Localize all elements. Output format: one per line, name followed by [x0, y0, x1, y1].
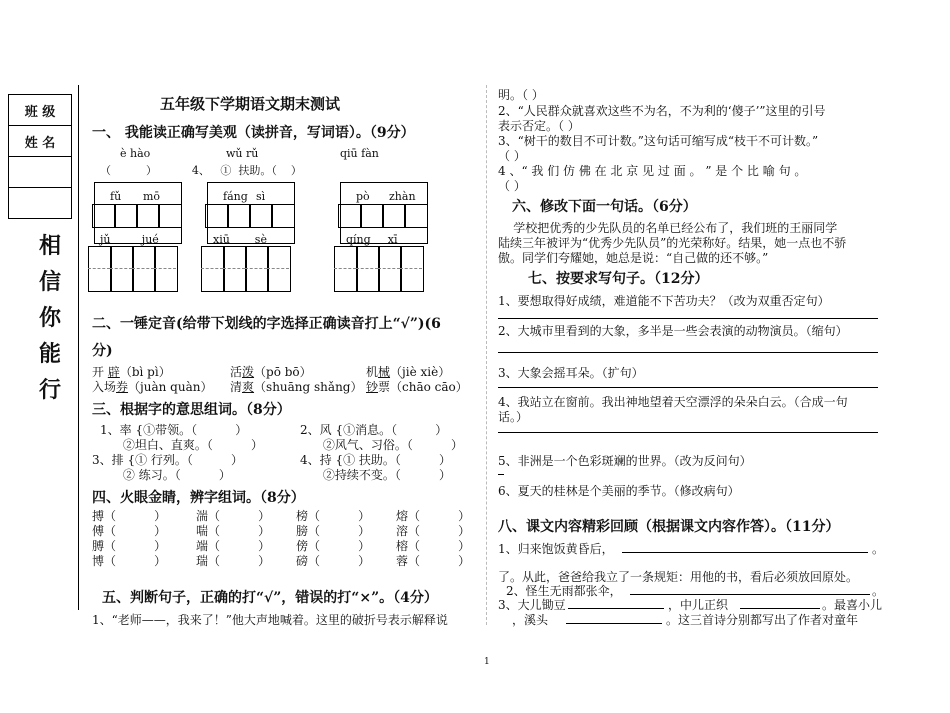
s4-item: 磅（ ）	[296, 554, 371, 568]
s4-item: 傅（ ）	[92, 524, 167, 538]
s3-line-right: 2、风 {①消息。（ ）	[300, 423, 448, 437]
writing-cell[interactable]	[223, 246, 247, 292]
s4-item: 榜（ ）	[296, 509, 371, 523]
page-number: 1	[484, 657, 490, 667]
grid-pinyin-bottom: jǔ	[100, 233, 111, 246]
s7-item: 话。）	[498, 410, 529, 424]
s7-item: 1、要想取得好成绩，难道能不下苦功夫？（改为双重否定句）	[498, 294, 830, 308]
s3-line-right: 4、持 {① 扶助。（ ）	[300, 453, 452, 467]
s8-q1-end: 。	[872, 542, 885, 556]
answer-line[interactable]	[498, 387, 878, 388]
answer-line[interactable]	[622, 552, 868, 553]
pinyin-3: qiū fàn	[340, 147, 379, 160]
r-cont1: 明。（ ）	[498, 88, 544, 102]
s5-q1: 1、“老师——，我来了！”他大声地喊着。这里的破折号表示解释说	[92, 613, 448, 627]
s4-item: 湍（ ）	[196, 509, 271, 523]
section-8-heading: 八、课文内容精彩回顾（根据课文内容作答）。（11分）	[498, 519, 840, 535]
section-1-heading: 一、 我能读正确写美观（读拼音，写词语）。（9分）	[92, 125, 415, 141]
s7-item: 4、我站立在窗前。我出神地望着天空漂浮的朵朵白云。（合成一句	[498, 395, 848, 409]
r-q3b: （ ）	[498, 149, 526, 163]
writing-cell[interactable]	[356, 246, 380, 292]
grid-pinyin-bottom: sè	[254, 233, 267, 246]
motto-char: 相	[38, 233, 61, 259]
r-q4b: （ ）	[498, 179, 526, 193]
s2-text: 机	[366, 365, 379, 379]
writing-cell[interactable]	[271, 204, 295, 228]
writing-cell[interactable]	[245, 246, 269, 292]
guide-line	[223, 268, 245, 269]
motto-char: 行	[38, 377, 61, 403]
s6-text: 陆续三年被评为“优秀少先队员”的光荣称好。结果，她一点也不骄	[498, 236, 847, 250]
grid-pinyin-top: sì	[256, 190, 266, 203]
s8-q2: 2、怪生无雨都张伞，	[506, 584, 622, 598]
writing-cell[interactable]	[110, 246, 134, 292]
writing-cell[interactable]	[378, 246, 402, 292]
writing-cell[interactable]	[114, 204, 138, 228]
s4-item: 搏（ ）	[92, 509, 167, 523]
writing-cell[interactable]	[338, 204, 362, 228]
grid-pinyin-bottom: xī	[387, 233, 398, 246]
s4-item: 膀（ ）	[296, 524, 371, 538]
guide-line	[201, 268, 223, 269]
writing-cell[interactable]	[205, 204, 229, 228]
section-2-heading-cont: 分)	[92, 343, 113, 359]
s6-text: 学校把优秀的少先队员的名单已经公布了，我们班的王丽同学	[498, 221, 838, 235]
section-6-heading: 六、修改下面一句话。（6分）	[512, 199, 697, 215]
s8-q3a: 3、大儿锄豆	[498, 598, 566, 612]
s4-item: 端（ ）	[196, 539, 271, 553]
motto	[38, 228, 62, 408]
s3-line: ② 练习。（ ）	[100, 468, 231, 482]
section-7-heading: 七、按要求写句子。（12分）	[528, 271, 709, 287]
s2-underlined-char: 辟	[107, 365, 120, 379]
s3-line-right: ②持续不变。（ ）	[300, 468, 452, 482]
guide-line	[267, 268, 289, 269]
writing-cell[interactable]	[154, 246, 178, 292]
section-5-heading: 五、判断句子，正确的打“√”，错误的打“×”。（4分）	[102, 590, 438, 606]
motto-char: 你	[38, 305, 61, 331]
guide-line	[356, 268, 378, 269]
answer-line[interactable]	[498, 352, 878, 353]
section-2-heading: 二、一锤定音(给带下划线的字选择正确读音打上“√”)(6	[92, 316, 441, 332]
s8-q1b: 了。从此，爸爸给我立了一条规矩：用他的书，看后必须放回原处。	[498, 570, 859, 584]
left-margin-line	[78, 85, 79, 610]
s4-item: 膊（ ）	[92, 539, 167, 553]
grid-pinyin-top: mō	[143, 190, 161, 203]
grid-pinyin-top: zhàn	[389, 190, 416, 203]
s2-text: 开	[92, 365, 108, 379]
s4-item: 榕（ ）	[396, 539, 471, 553]
writing-cell[interactable]	[382, 204, 406, 228]
answer-line[interactable]	[498, 432, 878, 433]
s3-line: ②坦白、直爽。（ ）	[100, 438, 264, 452]
guide-line	[400, 268, 422, 269]
grid-pinyin-bottom: jué	[141, 233, 159, 246]
info-blank-1	[9, 157, 71, 188]
s8-q3e: 。这三首诗分别都写出了作者对童年	[666, 613, 859, 627]
motto-char: 信	[38, 269, 61, 295]
r-q4a: 4 、“ 我 们 仿 佛 在 北 京 见 过 面 。 ” 是 个 比 喻 句 。	[498, 164, 807, 178]
grid-pinyin-top: fáng	[223, 190, 248, 203]
guide-line	[110, 268, 132, 269]
s2-item-6	[366, 378, 468, 395]
s4-item: 瑞（ ）	[196, 554, 271, 568]
section-4-heading: 四、火眼金睛，辨字组词。（8分）	[92, 490, 305, 506]
r-q2b: 表示否定。（ ）	[498, 119, 580, 133]
guide-line	[132, 268, 154, 269]
s7-item: 6、夏天的桂林是个美丽的季节。（修改病句）	[498, 484, 740, 498]
s2-underlined-char: 泼	[242, 365, 255, 379]
answer-line[interactable]	[566, 623, 662, 624]
grid-pinyin-top: pò	[356, 190, 370, 203]
guide-line	[378, 268, 400, 269]
answer-line[interactable]	[630, 594, 870, 595]
s4-item: 熔（ ）	[396, 509, 471, 523]
section-3-heading: 三、根据字的意思组词。（8分）	[92, 402, 291, 418]
writing-cell[interactable]	[249, 204, 273, 228]
answer-line[interactable]	[568, 608, 664, 609]
column-divider	[486, 85, 487, 625]
s8-q3c: 。最喜小儿	[822, 598, 883, 612]
s4-item: 溶（ ）	[396, 524, 471, 538]
s2-text: 清	[230, 380, 243, 394]
writing-cell[interactable]	[136, 204, 160, 228]
info-blank-2	[9, 188, 71, 218]
s1-row2: （ ） 4、 ① 扶助。（ ）	[100, 164, 302, 177]
answer-line[interactable]	[498, 318, 878, 319]
writing-cell[interactable]	[400, 246, 424, 292]
guide-line	[154, 268, 176, 269]
guide-line	[88, 268, 110, 269]
writing-cell[interactable]	[132, 246, 156, 292]
s6-text: 傲。同学们夸耀她，她总是说：“自己做的还不够。”	[498, 251, 769, 265]
grid-pinyin-top: fǔ	[110, 190, 122, 203]
writing-cell[interactable]	[334, 246, 358, 292]
s2-text: 入场	[92, 380, 117, 394]
r-q3a: 3、“树干的数目不可计数。”这句话可缩写成“枝干不可计数。”	[498, 134, 819, 148]
s2-underlined-char: 钞	[366, 380, 379, 394]
s8-q1: 1、归来饱饭黄昏后，	[498, 542, 614, 556]
s4-item: 博（ ）	[92, 554, 167, 568]
student-info-box	[8, 94, 72, 219]
s2-options: （bì pì）	[119, 365, 171, 379]
s4-item: 蓉（ ）	[396, 554, 471, 568]
answer-line[interactable]	[498, 474, 504, 475]
s8-q3d: ，溪头	[512, 613, 549, 627]
s7-item: 2、大城市里看到的大象，多半是一些会表演的动物演员。（缩句）	[498, 324, 848, 338]
s2-text: 活	[230, 365, 243, 379]
writing-cell[interactable]	[158, 204, 182, 228]
writing-cell[interactable]	[88, 246, 112, 292]
s3-line-right: ②风气、习俗。（ ）	[300, 438, 464, 452]
writing-cell[interactable]	[201, 246, 225, 292]
pinyin-1: è hào	[120, 147, 151, 160]
s8-q3b: ，中儿正织	[668, 598, 729, 612]
s3-line: 3、排 {① 行列。（ ）	[92, 453, 244, 467]
s4-item: 傍（ ）	[296, 539, 371, 553]
s8-q2-end: 。	[872, 584, 885, 598]
page-title: 五年级下学期语文期末测试	[160, 95, 341, 113]
guide-line	[334, 268, 356, 269]
class-label: 班 级	[9, 95, 71, 126]
writing-cell[interactable]	[92, 204, 116, 228]
s3-line: 1、率 {①带领。（ ）	[100, 423, 248, 437]
s2-options: （pō bō）	[254, 365, 312, 379]
s2-item-5	[230, 378, 362, 395]
pinyin-2: wǔ rǔ	[226, 147, 259, 160]
s7-item: 5、非洲是一个色彩斑斓的世界。（改为反问句）	[498, 454, 752, 468]
s2-underlined-char: 券	[116, 380, 129, 394]
r-q2a: 2、“人民群众就喜欢这些不为名，不为利的‘傻子’”这里的引号	[498, 104, 826, 118]
name-label: 姓 名	[9, 126, 71, 157]
s2-options: （jiè xiè）	[390, 365, 451, 379]
s2-underlined-char: 爽	[242, 380, 255, 394]
s2-options: （juàn quàn）	[128, 380, 213, 394]
writing-cell[interactable]	[404, 204, 428, 228]
s2-item-4	[92, 378, 212, 395]
s2-options: 票（chāo cāo）	[378, 380, 468, 394]
s7-item: 3、大象会摇耳朵。（扩句）	[498, 366, 644, 380]
motto-char: 能	[38, 341, 61, 367]
answer-line[interactable]	[740, 608, 820, 609]
s2-underlined-char: 械	[378, 365, 391, 379]
writing-cell[interactable]	[360, 204, 384, 228]
writing-cell[interactable]	[227, 204, 251, 228]
s2-options: （shuāng shǎng）	[254, 380, 363, 394]
s4-item: 喘（ ）	[196, 524, 271, 538]
grid-pinyin-bottom: qíng	[346, 233, 371, 246]
grid-pinyin-bottom: xiū	[213, 233, 230, 246]
guide-line	[245, 268, 267, 269]
writing-cell[interactable]	[267, 246, 291, 292]
